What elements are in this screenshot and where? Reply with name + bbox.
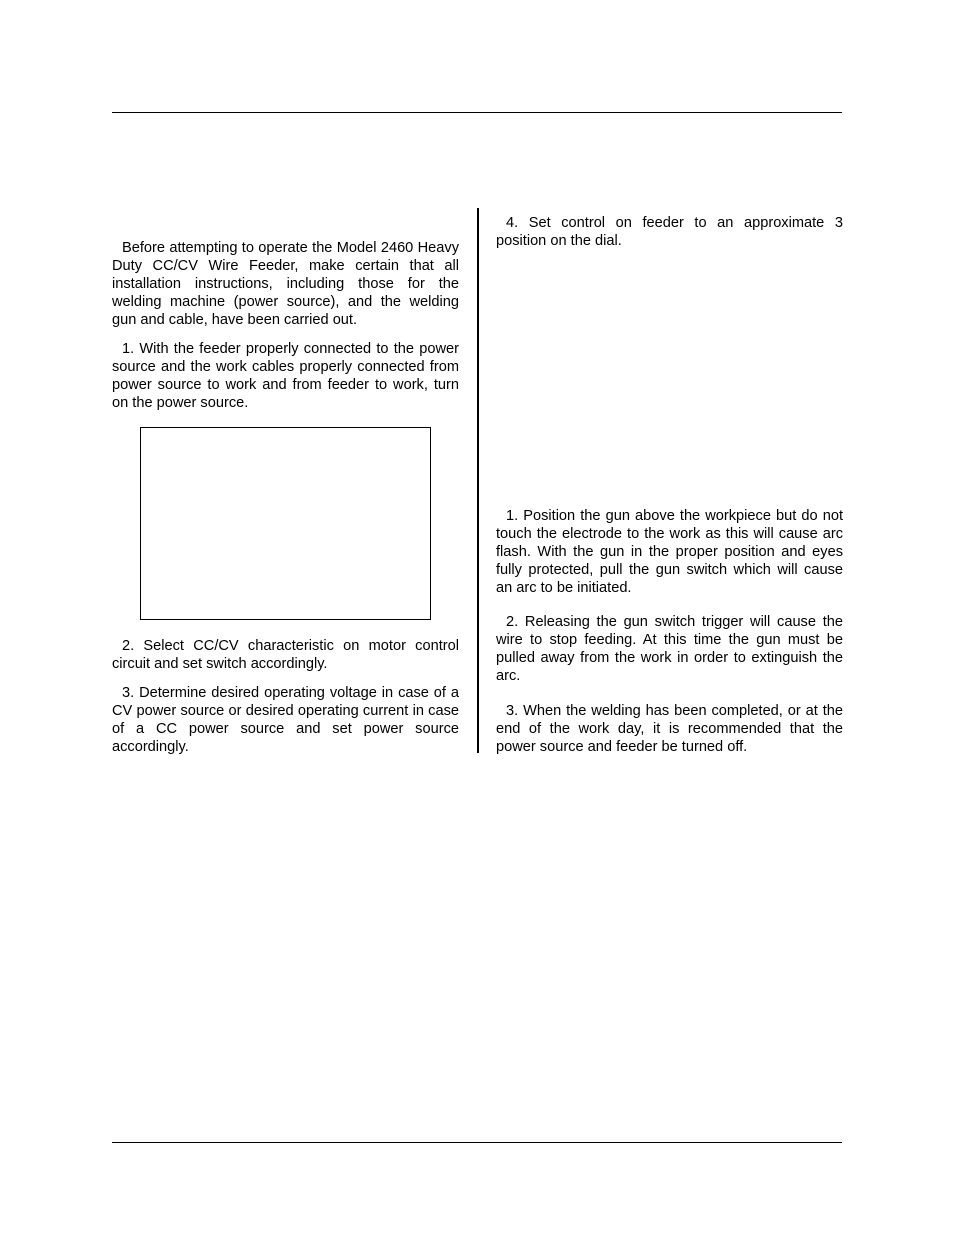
intro-paragraph: Before attempting to operate the Model 2460 Heavy Duty CC/CV Wire Feeder, make certain that all installation instructions, including those for the welding machine (power source), and the welding gun and cable, have been carried out. [112,240,459,329]
step-2-paragraph: 2. Select CC/CV characteristic on motor control circuit and set switch accordingly. [112,638,459,673]
welding-step-2-paragraph: 2. Releasing the gun switch trigger will cause the wire to stop feeding. At this time the gun must be pulled away from the work in order to extinguish the arc. [496,614,843,685]
step-4-paragraph: 4. Set control on feeder to an approximate 3 position on the dial. [496,215,843,250]
step-1-paragraph: 1. With the feeder properly connected to the power source and the work cables properly connected from power source to work and from feeder to work, turn on the power source. [112,341,459,412]
header-rule [112,112,842,113]
step-3-paragraph: 3. Determine desired operating voltage in case of a CV power source or desired operating current in case of a CC power source and set power source accordingly. [112,685,459,756]
blank-figure-frame [140,427,431,620]
welding-step-1-paragraph: 1. Position the gun above the workpiece but do not touch the electrode to the work as this will cause arc flash. With the gun in the proper position and eyes fully protected, pull the gun switch which will cause an arc to be initiated. [496,508,843,597]
footer-rule [112,1142,842,1143]
column-divider [477,208,479,753]
welding-step-3-paragraph: 3. When the welding has been completed, or at the end of the work day, it is recommended that the power source and feeder be turned off. [496,703,843,756]
